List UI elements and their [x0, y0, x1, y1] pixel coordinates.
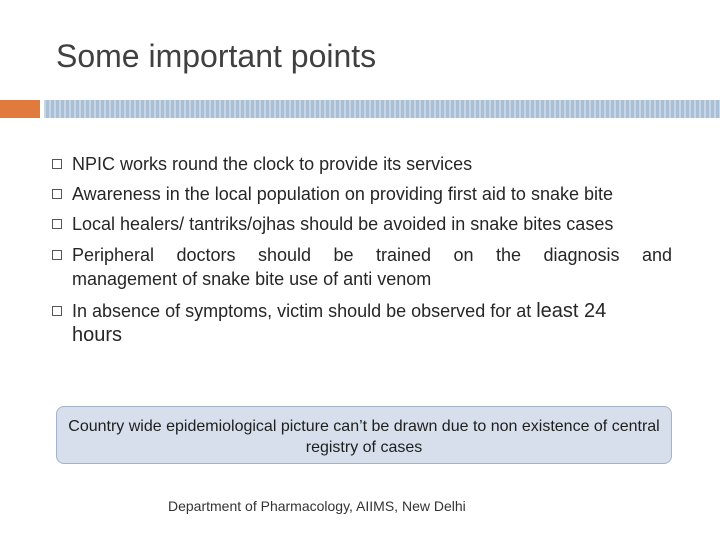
footer-text: Department of Pharmacology, AIIMS, New Delhi	[168, 498, 466, 514]
checkbox-bullet-icon	[52, 219, 62, 229]
header-bar	[44, 100, 720, 118]
bullet-text: Local healers/ tantriks/ojhas should be avoided in snake bites cases	[72, 214, 614, 234]
checkbox-bullet-icon	[52, 189, 62, 199]
bullet-line-emphasis: least 24	[536, 300, 607, 322]
bullet-text: Awareness in the local population on providing first aid to snake bite	[72, 184, 614, 204]
bullet-text: NPIC works round the clock to provide its services	[72, 154, 473, 174]
bullet-text	[72, 299, 672, 347]
bullet-line-part: In absence of symptoms, victim should be observed for at	[72, 301, 537, 321]
accent-bar	[0, 100, 40, 118]
bullet-line: hours	[72, 324, 123, 346]
checkbox-bullet-icon	[52, 159, 62, 169]
bullet-line: management of snake bite use of anti venom	[72, 269, 432, 289]
checkbox-bullet-icon	[52, 306, 62, 316]
bullet-line: Peripheral doctors should be trained on the diagnosis and	[72, 245, 672, 265]
bullet-line	[72, 299, 672, 323]
checkbox-bullet-icon	[52, 250, 62, 260]
callout-box: Country wide epidemiological picture can’t be drawn due to non existence of central registry of cases	[56, 406, 672, 464]
bullet-text	[72, 243, 672, 291]
slide-title: Some important points	[56, 38, 377, 74]
